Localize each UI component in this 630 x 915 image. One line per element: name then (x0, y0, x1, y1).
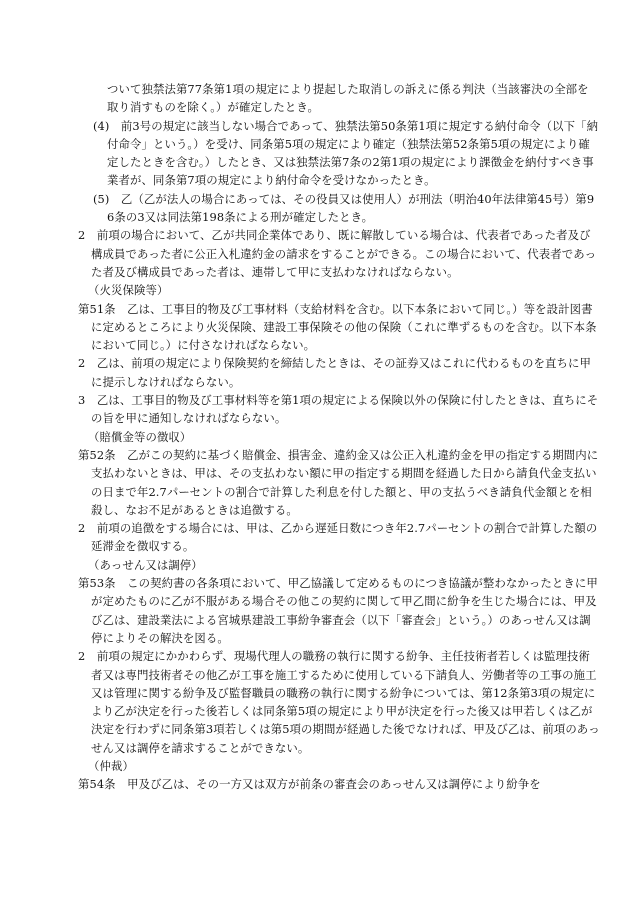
item-5: (5) 乙（乙が法人の場合にあっては、その役員又は使用人）が刑法（明治40年法律第45号）第96条の3又は同法第198条による刑が確定したとき。 (93, 191, 595, 225)
caption-collection: （賠償金等の徴収） (88, 429, 192, 444)
article-52: 第52条 乙がこの契約に基づく賠償金、損害金、違約金又は公正入札違約金を甲の指定する期間内に支払わないときは、甲は、その支払わない額に甲の指定する期間を経過した日から請負代金支払いの日まで年2.7パーセントの割合で計算した利息を付した額と、甲の支払うべき請負代金額とを相殺し、なお不足があるときは追徴する。 (78, 447, 599, 517)
article-53: 第53条 この契約書の各条項において、甲乙協議して定めるものにつき協議が整わなかったときに甲が定めたものに乙が不服がある場合その他この契約に関して甲乙間に紛争を生じた場合には、甲及び乙は、建設業法による宮城県建設工事紛争審査会（以下「審査会」という。）のあっせん又は調停によりその解決を図る。 (78, 576, 598, 645)
article-51: 第51条 乙は、工事目的物及び工事材料（支給材料を含む。以下本条において同じ。）等を設計図書に定めるところにより火災保険、建設工事保険その他の保険（これに準ずるものを含む。以下本条において同じ。）に付さなければならない。 (78, 301, 597, 353)
article-51-paragraph-3: 3 乙は、工事目的物及び工事材料等を第1項の規定による保険以外の保険に付したときは、直ちにその旨を甲に通知しなければならない。 (78, 393, 599, 426)
caption-fire-insurance: （火災保険等） (88, 283, 169, 298)
paragraph-2: 2 前項の場合において、乙が共同企業体であり、既に解散している場合は、代表者であった者及び構成員であった者に公正入札違約金の請求をすることができる。この場合において、代表者であった者及び構成員であった者は、連帯して甲に支払わなければならない。 (78, 228, 597, 279)
caption-mediation: （あっせん又は調停） (88, 557, 203, 572)
item-4: (4) 前3号の規定に該当しない場合であって、独禁法第50条第1項に規定する納付命令（以下「納付命令」という。）を受け、同条第5項の規定により確定（独禁法第52条第5項の規定により確定したときを含む。）したとき、又は独禁法第7条の2第1項の規定により課徴金を納付すべき事業者が、同条第7項の規定により納付命令を受けなかったとき。 (93, 118, 599, 188)
article-54: 第54条 甲及び乙は、その一方又は双方が前条の審査会のあっせん又は調停により紛争を (78, 777, 541, 792)
article-51-paragraph-2: 2 乙は、前項の規定により保険契約を締結したときは、その証券又はこれに代わるものを直ちに甲に提示しなければならない。 (78, 356, 591, 389)
item-3-continuation: ついて独禁法第77条第1項の規定により提起した取消しの訴えに係る判決（当該審決の全部を取り消すものを除く。）が確定したとき。 (107, 82, 589, 115)
caption-arbitration: （仲裁） (88, 758, 134, 773)
article-52-paragraph-2: 2 前項の追徴をする場合には、甲は、乙から遅延日数につき年2.7パーセントの割合で計算した額の延滞金を徴収する。 (78, 521, 598, 554)
article-53-paragraph-2: 2 前項の規定にかかわらず、現場代理人の職務の執行に関する紛争、主任技術者若しくは監理技術者又は専門技術者その他乙が工事を施工するために使用している下請負人、労働者等の工事の施工又は管理に関する紛争及び監督職員の職務の執行に関する紛争については、第12条第3項の規定により乙が決定を行った後若しくは同条第5項の規定により甲が決定を行った後又は甲若しくは乙が決定を行わずに同条第3項若しくは第5項の期間が経過した後でなければ、甲及び乙は、前項のあっせん又は調停を請求することができない。 (78, 649, 600, 755)
